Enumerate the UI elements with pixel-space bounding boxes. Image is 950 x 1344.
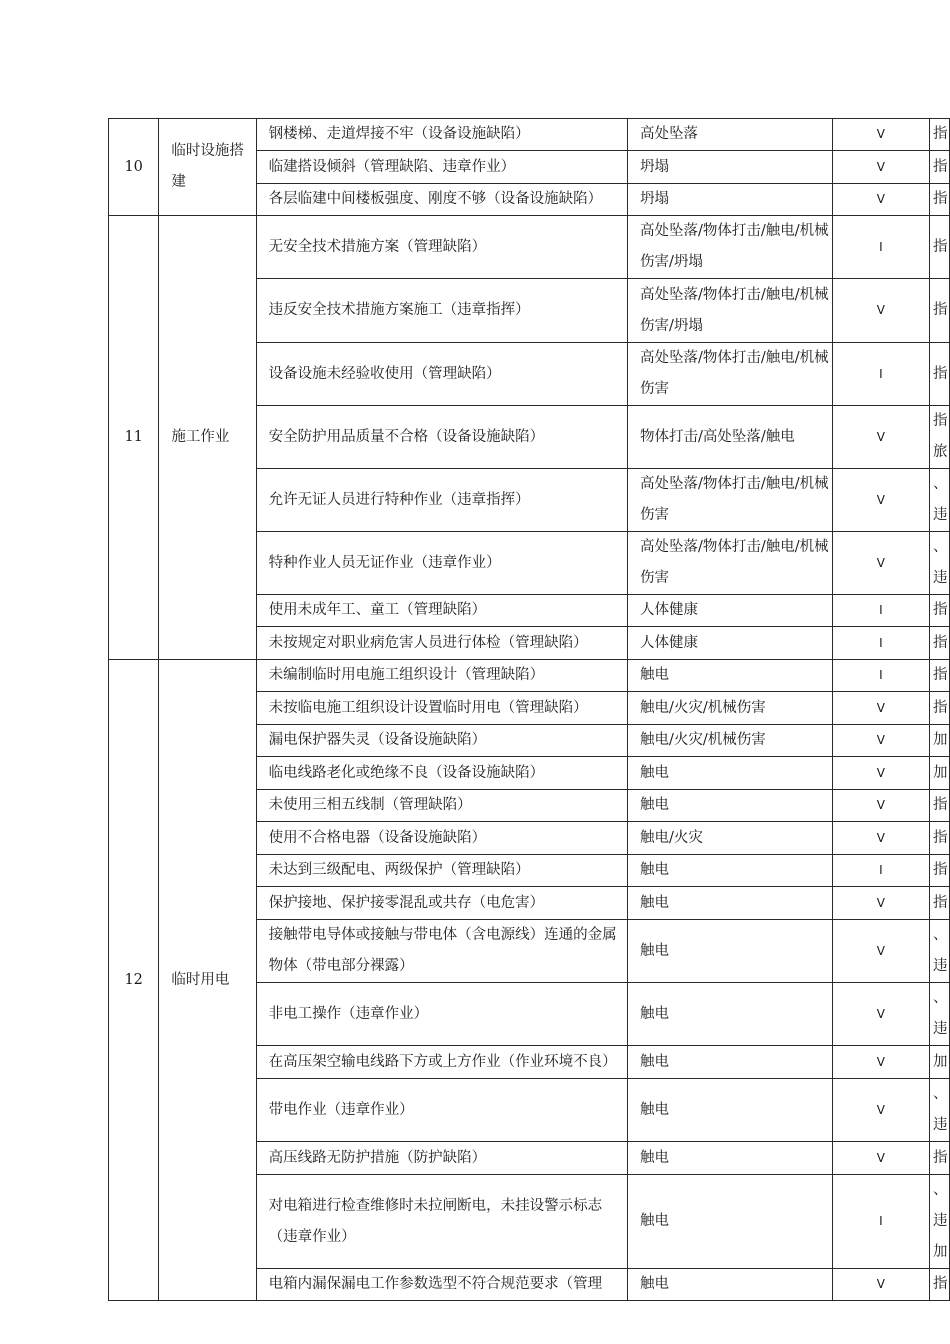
hazard-cell: 漏电保护器失灵（设备设施缺陷）: [256, 725, 627, 757]
accident-cell: 人体健康: [627, 627, 832, 660]
accident-cell: 触电: [627, 1046, 832, 1079]
control-measure-cell: 指: [930, 279, 950, 343]
control-measure-cell: 加: [930, 725, 950, 757]
accident-cell: 高处坠落/物体打击/触电/机械伤害: [627, 343, 832, 406]
group-category: 临时用电: [159, 660, 256, 1301]
accident-cell: 触电: [627, 920, 832, 983]
risk-level-cell: V: [832, 887, 929, 920]
control-measure-cell: 指: [930, 119, 950, 151]
hazard-table: [108, 118, 950, 1301]
risk-level-cell: V: [832, 279, 929, 343]
hazard-cell: 未达到三级配电、两级保护（管理缺陷）: [256, 855, 627, 887]
control-measure-cell: 指: [930, 151, 950, 184]
accident-cell: 触电: [627, 1142, 832, 1175]
accident-cell: 高处坠落/物体打击/触电/机械伤害: [627, 469, 832, 532]
control-measure-cell: 指: [930, 184, 950, 216]
hazard-cell: 在高压架空输电线路下方或上方作业（作业环境不良）: [256, 1046, 627, 1079]
control-measure-cell: 指: [930, 692, 950, 725]
hazard-cell: 各层临建中间楼板强度、刚度不够（设备设施缺陷）: [256, 184, 627, 216]
hazard-cell: 高压线路无防护措施（防护缺陷）: [256, 1142, 627, 1175]
risk-level-cell: V: [832, 184, 929, 216]
control-measure-cell: 指: [930, 216, 950, 279]
control-measure-cell: 指: [930, 343, 950, 406]
risk-level-cell: V: [832, 790, 929, 822]
risk-level-cell: I: [832, 627, 929, 660]
accident-cell: 触电: [627, 660, 832, 692]
group-number: 10: [109, 119, 159, 216]
hazard-table-body: [109, 119, 950, 1301]
control-measure-cell: 、违: [930, 920, 950, 983]
control-measure-cell: 指: [930, 822, 950, 855]
hazard-cell: 特种作业人员无证作业（违章作业）: [256, 532, 627, 595]
accident-cell: 触电: [627, 1269, 832, 1301]
risk-level-cell: V: [832, 983, 929, 1046]
table-row: [109, 216, 950, 279]
control-measure-cell: 指: [930, 887, 950, 920]
group-number: 12: [109, 660, 159, 1301]
accident-cell: 触电: [627, 1079, 832, 1142]
risk-level-cell: I: [832, 595, 929, 627]
accident-cell: 高处坠落/物体打击/触电/机械伤害/坍塌: [627, 216, 832, 279]
accident-cell: 触电: [627, 983, 832, 1046]
risk-level-cell: V: [832, 822, 929, 855]
hazard-cell: 未使用三相五线制（管理缺陷）: [256, 790, 627, 822]
group-number: 11: [109, 216, 159, 660]
hazard-cell: 使用不合格电器（设备设施缺陷）: [256, 822, 627, 855]
accident-cell: 触电: [627, 790, 832, 822]
hazard-cell: 未按规定对职业病危害人员进行体检（管理缺陷）: [256, 627, 627, 660]
table-row: [109, 660, 950, 692]
control-measure-cell: 、违: [930, 532, 950, 595]
accident-cell: 坍塌: [627, 151, 832, 184]
accident-cell: 高处坠落/物体打击/触电/机械伤害: [627, 532, 832, 595]
hazard-cell: 非电工操作（违章作业）: [256, 983, 627, 1046]
risk-level-cell: I: [832, 855, 929, 887]
accident-cell: 触电/火灾/机械伤害: [627, 692, 832, 725]
hazard-cell: 电箱内漏保漏电工作参数选型不符合规范要求（管理: [256, 1269, 627, 1301]
accident-cell: 坍塌: [627, 184, 832, 216]
control-measure-cell: 指: [930, 595, 950, 627]
control-measure-cell: 指: [930, 627, 950, 660]
hazard-cell: 设备设施未经验收使用（管理缺陷）: [256, 343, 627, 406]
risk-level-cell: V: [832, 1046, 929, 1079]
accident-cell: 触电: [627, 1175, 832, 1269]
risk-level-cell: V: [832, 151, 929, 184]
risk-level-cell: V: [832, 469, 929, 532]
hazard-cell: 安全防护用品质量不合格（设备设施缺陷）: [256, 406, 627, 469]
risk-level-cell: I: [832, 343, 929, 406]
hazard-cell: 临电线路老化或绝缘不良（设备设施缺陷）: [256, 757, 627, 790]
control-measure-cell: 加: [930, 1046, 950, 1079]
accident-cell: 触电: [627, 855, 832, 887]
risk-level-cell: V: [832, 725, 929, 757]
control-measure-cell: 、违加: [930, 1175, 950, 1269]
risk-level-cell: V: [832, 1079, 929, 1142]
risk-level-cell: I: [832, 1175, 929, 1269]
accident-cell: 触电: [627, 887, 832, 920]
hazard-cell: 使用未成年工、童工（管理缺陷）: [256, 595, 627, 627]
risk-level-cell: V: [832, 757, 929, 790]
hazard-cell: 钢楼梯、走道焊接不牢（设备设施缺陷）: [256, 119, 627, 151]
table-row: [109, 119, 950, 151]
control-measure-cell: 指: [930, 1269, 950, 1301]
risk-level-cell: I: [832, 216, 929, 279]
hazard-cell: 带电作业（违章作业）: [256, 1079, 627, 1142]
risk-level-cell: V: [832, 692, 929, 725]
accident-cell: 高处坠落: [627, 119, 832, 151]
control-measure-cell: 指: [930, 790, 950, 822]
control-measure-cell: 、违: [930, 983, 950, 1046]
risk-level-cell: V: [832, 1269, 929, 1301]
hazard-cell: 保护接地、保护接零混乱或共存（电危害）: [256, 887, 627, 920]
accident-cell: 触电/火灾: [627, 822, 832, 855]
accident-cell: 高处坠落/物体打击/触电/机械伤害/坍塌: [627, 279, 832, 343]
hazard-cell: 违反安全技术措施方案施工（违章指挥）: [256, 279, 627, 343]
control-measure-cell: 加: [930, 757, 950, 790]
control-measure-cell: 指: [930, 660, 950, 692]
hazard-cell: 无安全技术措施方案（管理缺陷）: [256, 216, 627, 279]
group-category: 临时设施搭建: [159, 119, 256, 216]
accident-cell: 物体打击/高处坠落/触电: [627, 406, 832, 469]
hazard-cell: 允许无证人员进行特种作业（违章指挥）: [256, 469, 627, 532]
hazard-cell: 未编制临时用电施工组织设计（管理缺陷）: [256, 660, 627, 692]
accident-cell: 人体健康: [627, 595, 832, 627]
control-measure-cell: 、违: [930, 469, 950, 532]
control-measure-cell: 指旅: [930, 406, 950, 469]
control-measure-cell: 指: [930, 1142, 950, 1175]
group-category: 施工作业: [159, 216, 256, 660]
risk-level-cell: V: [832, 1142, 929, 1175]
risk-level-cell: V: [832, 920, 929, 983]
control-measure-cell: 指: [930, 855, 950, 887]
hazard-cell: 未按临电施工组织设计设置临时用电（管理缺陷）: [256, 692, 627, 725]
risk-level-cell: V: [832, 119, 929, 151]
hazard-cell: 临建搭设倾斜（管理缺陷、违章作业）: [256, 151, 627, 184]
hazard-cell: 接触带电导体或接触与带电体（含电源线）连通的金属物体（带电部分裸露）: [256, 920, 627, 983]
hazard-cell: 对电箱进行检查维修时未拉闸断电，未挂设警示标志（违章作业）: [256, 1175, 627, 1269]
accident-cell: 触电/火灾/机械伤害: [627, 725, 832, 757]
risk-level-cell: I: [832, 660, 929, 692]
risk-level-cell: V: [832, 406, 929, 469]
accident-cell: 触电: [627, 757, 832, 790]
risk-level-cell: V: [832, 532, 929, 595]
control-measure-cell: 、违: [930, 1079, 950, 1142]
